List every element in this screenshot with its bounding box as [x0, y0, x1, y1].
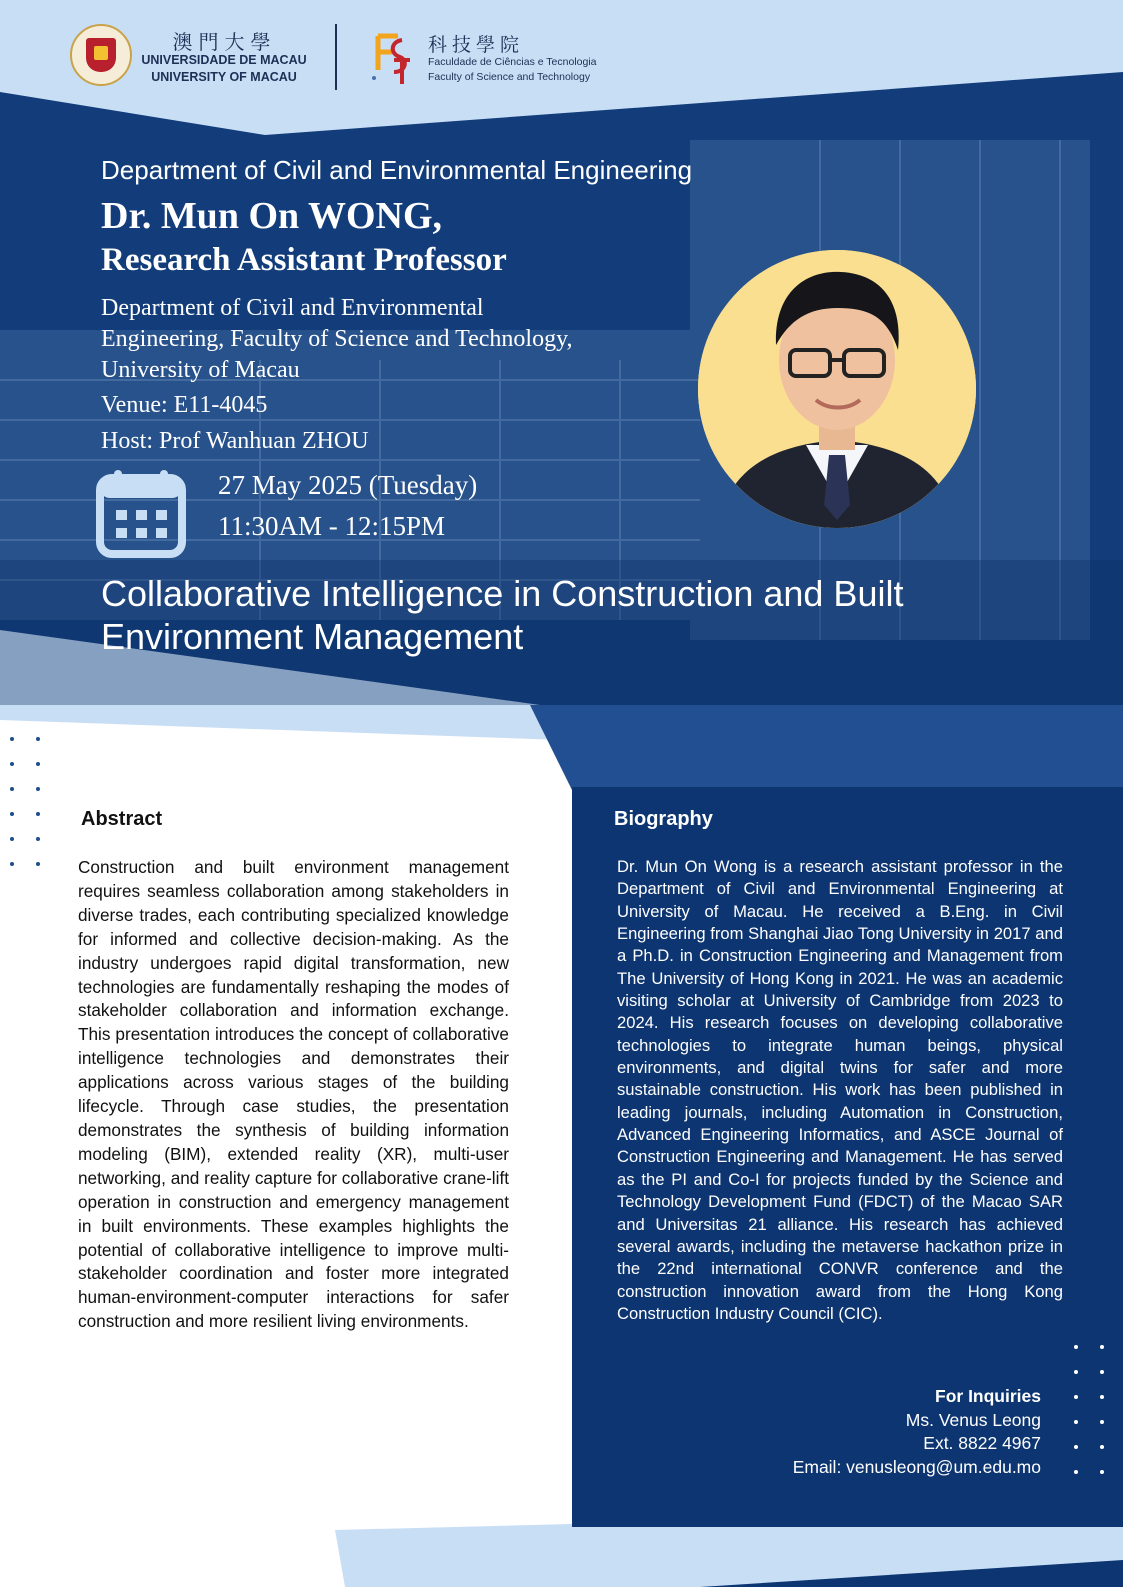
department-heading: Department of Civil and Environmental Engineering — [101, 155, 693, 185]
affiliation-line: Engineering, Faculty of Science and Technology, — [101, 326, 573, 352]
host: Host: Prof Wanhuan ZHOU — [101, 428, 369, 454]
inquiries-email[interactable]: Email: venusleong@um.edu.mo — [792, 1456, 1041, 1477]
um-english-name: UNIVERSITY OF MACAU — [151, 70, 297, 84]
biography-heading: Biography — [614, 808, 713, 830]
university-seal-logo — [70, 24, 132, 86]
event-date: 27 May 2025 (Tuesday) — [218, 470, 478, 500]
fst-chinese-name: 科技學院 — [428, 34, 525, 56]
biography-text: Dr. Mun On Wong is a research assistant professor in the Department of Civil and Environmental Engineering at University of Macau. He received a B.Eng. in Civil Engineering from Shanghai Jiao Tong University in 2017 and a Ph.D. in Construction Engineering and Management from The University of Hong Kong in 2021. He was an academic visiting scholar at University of Cambridge from 2023 to 2024. His research focuses on developing collaborative technologies to integrate human beings, physical environments, and digital twins for safer and more sustainable construction. His work has been published in leading journals, including Automation in Construction, Advanced Engineering Informatics, and ASCE Journal of Construction Engineering and Management. He has served as the PI and Co-I for projects funded by the Science and Technology Development Fund (FDCT) of the Macao SAR and Universitas 21 alliance. His research has achieved several awards, including the metaverse hackathon prize in the 22nd international CONVR conference and the construction innovation award from the Hong Kong Construction Industry Council (CIC). — [617, 857, 1063, 1323]
header-divider — [335, 24, 337, 90]
dot-pattern-right — [1074, 1345, 1110, 1475]
event-time: 11:30AM - 12:15PM — [218, 511, 446, 541]
talk-title-line: Collaborative Intelligence in Construction and Built — [101, 573, 904, 614]
speaker-affiliation — [101, 293, 641, 386]
inquiries-heading: For Inquiries — [935, 1386, 1041, 1406]
abstract-heading: Abstract — [81, 808, 163, 830]
calendar-icon — [96, 468, 186, 558]
talk-title-line: Environment Management — [101, 616, 524, 657]
talk-title — [101, 572, 981, 658]
speaker-photo — [698, 250, 976, 528]
affiliation-line: Department of Civil and Environmental — [101, 295, 484, 321]
inquiries-contact: Ms. Venus Leong — [905, 1409, 1041, 1430]
affiliation-line: University of Macau — [101, 357, 300, 383]
inquiries-block — [640, 1385, 1041, 1479]
speaker-name: Dr. Mun On WONG, — [101, 195, 443, 237]
dot-pattern-left — [10, 737, 46, 867]
fst-portuguese-name: Faculdade de Ciências e Tecnologia — [428, 56, 597, 68]
venue: Venue: E11-4045 — [101, 392, 268, 418]
fst-english-name: Faculty of Science and Technology — [428, 71, 591, 83]
fst-logo — [368, 30, 412, 86]
speaker-title: Research Assistant Professor — [101, 242, 507, 278]
inquiries-extension: Ext. 8822 4967 — [923, 1433, 1041, 1453]
um-chinese-name: 澳門大學 — [172, 30, 277, 54]
abstract-text: Construction and built environment management requires seamless collaboration among stakeholders in diverse trades, each contributing specialized knowledge for informed and collective decision-making. As the industry undergoes rapid digital transformation, new technologies are fundamentally reshaping the modes of stakeholder collaboration and information exchange. This presentation introduces the concept of collaborative intelligence technologies and demonstrates their applications across various stages of the building lifecycle. Through case studies, the presentation demonstrates the synthesis of building information modeling (BIM), extended reality (XR), multi-user networking, and reality capture for collaborative crane-lift operation in construction and emergency management in built environments. These examples highlights the potential of collaborative intelligence to improve multi-stakeholder coordination and foster more integrated human-environment-computer interactions for safer construction and more resilient living environments. — [78, 857, 509, 1332]
um-portuguese-name: UNIVERSIDADE DE MACAU — [141, 53, 307, 67]
